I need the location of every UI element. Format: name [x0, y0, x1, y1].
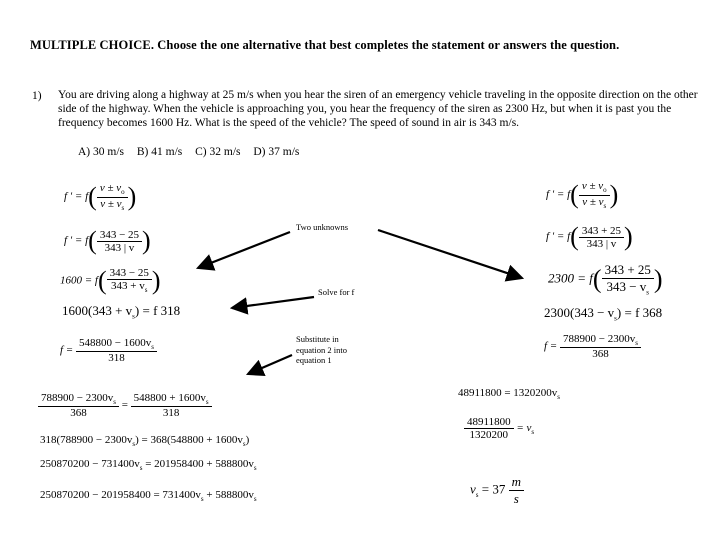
eq-text: 368 [592, 348, 609, 361]
eq-text: 548800 − 1600v [78, 337, 152, 349]
eq-text: 343 − 25 [107, 267, 152, 280]
right-final-answer [470, 474, 524, 507]
eq-text: = 201958400 + 588800v [142, 458, 254, 470]
eq-text: ) = 368(548800 + 1600v [135, 434, 243, 446]
eq-text: f = [544, 340, 558, 353]
eq-text: 343 + v [111, 280, 145, 293]
eq-text: ) = f 318 [134, 303, 181, 318]
eq-text: v ± v [582, 195, 604, 208]
note-substitute: Substitute in equation 2 into equation 1 [296, 334, 347, 365]
eq-text: + 588800v [203, 489, 254, 501]
eq-text: ) [245, 434, 250, 446]
eq-text: s [646, 288, 650, 297]
eq-text: = 37 [481, 481, 506, 497]
eq-text: 1320200 [469, 429, 509, 441]
left-linear-1600 [62, 303, 180, 321]
eq-text: s [113, 398, 116, 407]
left-expand-1 [40, 434, 249, 448]
eq-text: 343 − 25 [97, 229, 142, 242]
choice-c: C) 32 m/s [195, 146, 241, 158]
eq-text: s [121, 203, 125, 212]
eq-text: s [144, 286, 148, 295]
right-linear-2300 [544, 305, 662, 323]
eq-text: 788900 − 2300v [41, 392, 114, 404]
eq-text: s [132, 312, 135, 321]
right-doppler-sub: f ' = f( $\frac{343 + 25}{343 | v}$ ) [546, 222, 633, 251]
eq-text: s [635, 339, 638, 348]
arrow-solve-f [232, 297, 314, 308]
eq-text: 343 + 25 [579, 225, 624, 238]
eq-text: m [509, 474, 524, 491]
eq-text: s [475, 491, 479, 500]
eq-text: f ' = f [64, 234, 89, 247]
eq-text: v [470, 481, 476, 497]
left-f-solved [60, 337, 157, 364]
eq-text: = v [516, 422, 532, 435]
right-eq-2300: 2300 = f( $\frac{343 + 25}{343 - v_s}$ ) [548, 262, 663, 297]
eq-text: v ± v [99, 182, 122, 195]
eq-text: s [557, 393, 561, 402]
eq-text: 343 − v [606, 279, 647, 294]
eq-text: 548800 + 1600v [133, 392, 206, 404]
eq-text: s [200, 495, 204, 504]
eq-text: s [253, 464, 257, 473]
eq-text: s [513, 491, 519, 506]
eq-text: s [139, 464, 143, 473]
right-result-2 [464, 416, 534, 441]
choice-d: D) 37 m/s [253, 146, 300, 158]
eq-text: s [531, 428, 535, 437]
eq-text: v ± v [100, 197, 122, 210]
left-substitution: $\frac{788900 - 2300v_s}{368}$ = $\frac{548800 + 1600v_s}{318}$ [38, 392, 212, 419]
eq-text: 343 | v [104, 241, 135, 254]
eq-text: v ± v [581, 180, 604, 193]
eq-text: o [121, 188, 125, 197]
eq-text: 250870200 − 731400v [40, 458, 140, 470]
eq-text: 1600 = f [60, 274, 98, 287]
left-expand-3 [40, 489, 257, 503]
eq-text: f ' = f [64, 190, 89, 203]
eq-text: f = [60, 344, 74, 357]
eq-text: 318(788900 − 2300v [40, 434, 133, 446]
eq-text: 788900 − 2300v [562, 333, 636, 345]
eq-text: 368 [70, 407, 87, 420]
eq-text: 2300(343 − v [544, 305, 615, 320]
eq-text: s [614, 314, 617, 323]
eq-text: 318 [108, 352, 125, 365]
eq-text: 48911800 = 1320200v [458, 387, 558, 399]
note-solve-for-f: Solve for f [318, 287, 355, 297]
right-doppler-general: f ' = f( $\frac{v \pm v_o}{v \pm v_s}$ ) [546, 180, 619, 210]
eq-text: 250870200 − 201958400 = 731400v [40, 489, 201, 501]
eq-text: ) = f 368 [616, 305, 663, 320]
left-expand-2 [40, 458, 257, 472]
left-doppler-sub: f ' = f( $\frac{343 - 25}{343 | v}$ ) [64, 226, 151, 255]
choice-b: B) 41 m/s [136, 146, 183, 158]
right-f-solved [544, 333, 641, 360]
eq-text: 343 | v [586, 237, 617, 250]
eq-text: s [242, 440, 246, 449]
eq-text: s [253, 495, 257, 504]
eq-text: f ' = f [546, 188, 571, 201]
eq-text: s [603, 201, 607, 210]
instructions-title: MULTIPLE CHOICE. Choose the one alternative that best completes the statement or answers the question. [30, 38, 620, 52]
arrow-substitute [248, 355, 292, 374]
arrow-to-left-eq [198, 232, 290, 268]
eq-text: 2300 = f [548, 270, 593, 286]
arrow-to-right-eq [378, 230, 522, 278]
eq-text: 1600(343 + v [62, 303, 133, 318]
eq-text: 343 + 25 [602, 262, 654, 279]
left-doppler-general: f ' = f( $\frac{v \pm v_o}{v \pm v_s}$ ) [64, 182, 137, 212]
left-eq-1600: 1600 = f( $\frac{343 - 25}{343 + v_s}$ ) [60, 266, 161, 295]
eq-text: o [603, 186, 607, 195]
question-text: You are driving along a highway at 25 m/s when you hear the siren of an emergency vehicle traveling in the opposite direction on the other side of the highway. When the vehicle is approaching you, you hear the frequency of the siren as 2300 Hz, but when it is past you the frequency becomes 1600 Hz. What is the speed of the vehicle? The speed of sound in air is 343 m/s. [58, 89, 698, 129]
choice-a: A) 30 m/s [78, 146, 124, 158]
eq-text: 48911800 [464, 416, 514, 429]
eq-text: f ' = f [546, 230, 571, 243]
eq-text: s [151, 343, 154, 352]
note-two-unknowns: Two unknowns [296, 222, 349, 232]
eq-text: s [132, 440, 136, 449]
eq-text: s [205, 398, 209, 407]
right-result-1 [458, 387, 560, 401]
question-number: 1) [32, 90, 42, 102]
eq-text: 318 [162, 407, 180, 420]
